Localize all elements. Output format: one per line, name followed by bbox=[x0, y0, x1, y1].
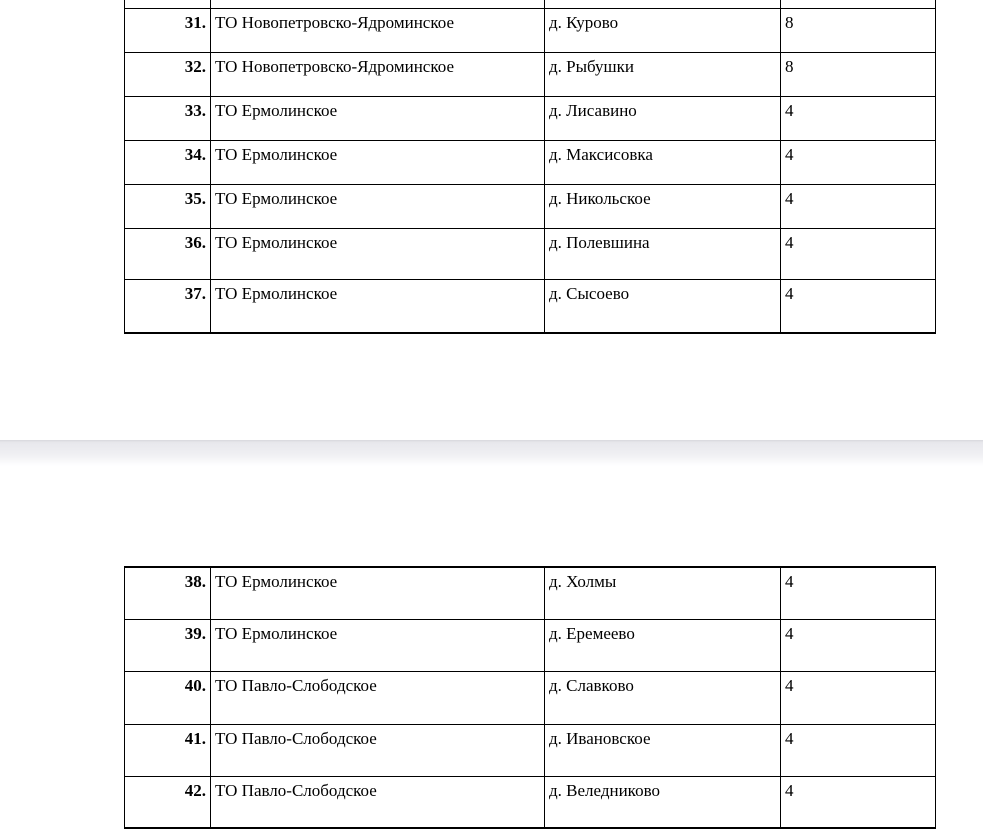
territorial-org-cell: ТО Ермолинское bbox=[211, 229, 545, 280]
settlement-cell: д. Еремеево bbox=[545, 619, 781, 671]
settlement-cell: д. Никольское bbox=[545, 185, 781, 229]
row-number-cell: 37. bbox=[125, 280, 211, 333]
value-cell: 4 bbox=[781, 671, 936, 724]
territorial-org-cell: ТО Ермолинское bbox=[211, 280, 545, 333]
table-row bbox=[125, 671, 936, 724]
territorial-org-cell: ТО Ермолинское bbox=[211, 185, 545, 229]
value-cell: 4 bbox=[781, 141, 936, 185]
territorial-org-cell: ТО Ермолинское bbox=[211, 141, 545, 185]
row-number-cell: 35. bbox=[125, 185, 211, 229]
settlement-cell: д. Максисовка bbox=[545, 141, 781, 185]
row-number-cell: 36. bbox=[125, 229, 211, 280]
settlements-table-page-1 bbox=[124, 0, 936, 334]
row-number-cell: 34. bbox=[125, 141, 211, 185]
table-page-1-wrapper bbox=[124, 0, 936, 334]
territorial-org-cell: ТО Ермолинское bbox=[211, 567, 545, 619]
value-cell: 4 bbox=[781, 567, 936, 619]
settlement-cell: д. Ивановское bbox=[545, 724, 781, 776]
row-number-cell: 33. bbox=[125, 97, 211, 141]
settlement-cell: д. Холмы bbox=[545, 567, 781, 619]
table-row bbox=[125, 619, 936, 671]
row-number-cell: 38. bbox=[125, 567, 211, 619]
row-number-cell: 31. bbox=[125, 9, 211, 53]
settlement-cell: д. Рыбушки bbox=[545, 53, 781, 97]
settlement-cell: д. Лисавино bbox=[545, 97, 781, 141]
territorial-org-cell: ТО Павло-Слободское bbox=[211, 776, 545, 828]
value-cell: 4 bbox=[781, 776, 936, 828]
table-row bbox=[125, 567, 936, 619]
value-cell: 4 bbox=[781, 229, 936, 280]
value-cell bbox=[781, 0, 936, 9]
settlement-cell: д. Славково bbox=[545, 671, 781, 724]
value-cell: 4 bbox=[781, 619, 936, 671]
table-row bbox=[125, 776, 936, 828]
table-row-partial bbox=[125, 0, 936, 9]
row-number-cell: 39. bbox=[125, 619, 211, 671]
page-break-separator bbox=[0, 440, 983, 466]
table-row bbox=[125, 53, 936, 97]
table-row bbox=[125, 185, 936, 229]
settlement-cell bbox=[545, 0, 781, 9]
row-number-cell: 42. bbox=[125, 776, 211, 828]
row-number-cell: 32. bbox=[125, 53, 211, 97]
territorial-org-cell: ТО Новопетровско-Ядроминское bbox=[211, 9, 545, 53]
value-cell: 4 bbox=[781, 97, 936, 141]
row-number-cell: 41. bbox=[125, 724, 211, 776]
territorial-org-cell: ТО Павло-Слободское bbox=[211, 671, 545, 724]
value-cell: 4 bbox=[781, 724, 936, 776]
territorial-org-cell: ТО Новопетровско-Ядроминское bbox=[211, 53, 545, 97]
settlements-table-page-2 bbox=[124, 566, 936, 829]
table-page-2-wrapper bbox=[124, 566, 936, 829]
territorial-org-cell: ТО Павло-Слободское bbox=[211, 724, 545, 776]
value-cell: 4 bbox=[781, 280, 936, 333]
territorial-org-cell bbox=[211, 0, 545, 9]
table-row bbox=[125, 9, 936, 53]
value-cell: 4 bbox=[781, 185, 936, 229]
settlement-cell: д. Сысоево bbox=[545, 280, 781, 333]
table-row bbox=[125, 229, 936, 280]
row-number-cell bbox=[125, 0, 211, 9]
settlement-cell: д. Полевшина bbox=[545, 229, 781, 280]
value-cell: 8 bbox=[781, 53, 936, 97]
row-number-cell: 40. bbox=[125, 671, 211, 724]
table-row bbox=[125, 724, 936, 776]
settlement-cell: д. Веледниково bbox=[545, 776, 781, 828]
table-row bbox=[125, 141, 936, 185]
territorial-org-cell: ТО Ермолинское bbox=[211, 619, 545, 671]
settlement-cell: д. Курово bbox=[545, 9, 781, 53]
territorial-org-cell: ТО Ермолинское bbox=[211, 97, 545, 141]
value-cell: 8 bbox=[781, 9, 936, 53]
table-row bbox=[125, 97, 936, 141]
table-row bbox=[125, 280, 936, 333]
